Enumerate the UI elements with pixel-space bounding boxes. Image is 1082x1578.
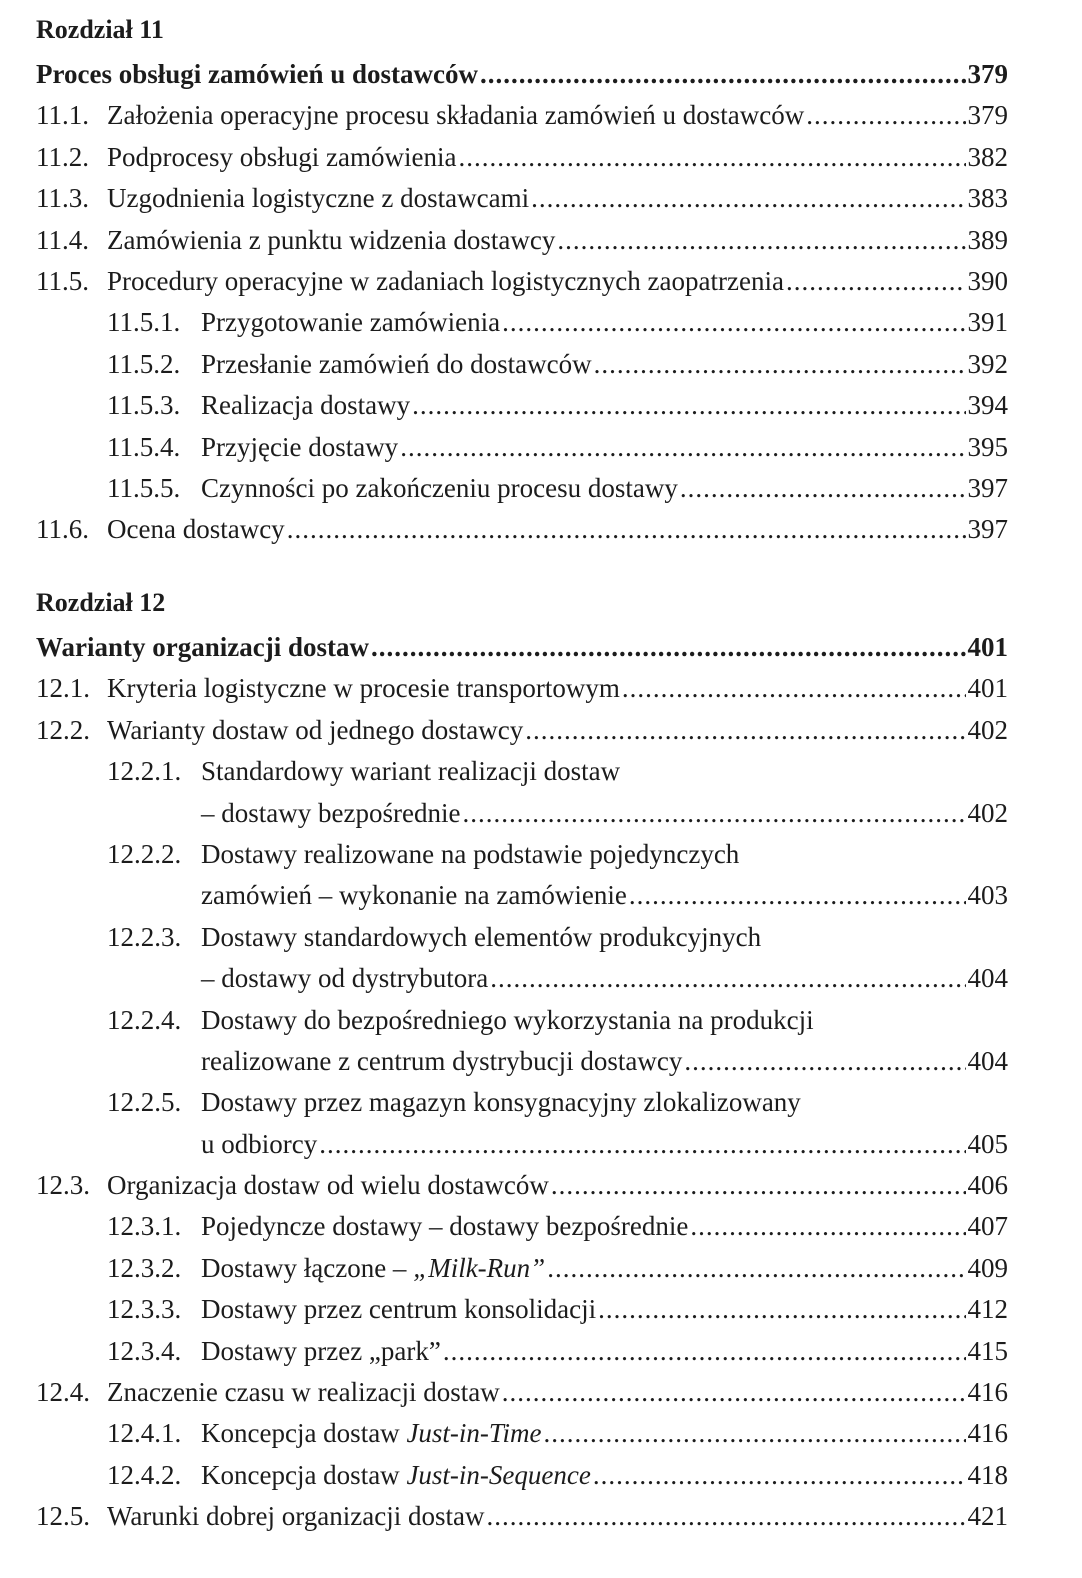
entry-number: 11.5.4. bbox=[107, 431, 181, 462]
toc-entry bbox=[36, 710, 1008, 751]
entry-title-prefix: Dostawy łączone – bbox=[201, 1252, 414, 1283]
entry-number: 11.1. bbox=[36, 100, 89, 131]
entry-number: 12.4.2. bbox=[107, 1459, 182, 1490]
toc-subentry bbox=[36, 1082, 1008, 1123]
chapter-label: Rozdział 11 bbox=[36, 15, 164, 44]
entry-page: 379 bbox=[967, 100, 1008, 131]
entry-number: 12.3. bbox=[36, 1170, 90, 1201]
entry-page: 404 bbox=[967, 1045, 1008, 1076]
toc-subentry bbox=[36, 468, 1008, 509]
dot-leader bbox=[287, 509, 966, 550]
entry-number: 11.6. bbox=[36, 514, 89, 545]
entry-title: Procedury operacyjne w zadaniach logistycznych zaopatrzenia bbox=[107, 265, 784, 296]
entry-number: 12.5. bbox=[36, 1501, 90, 1532]
dot-leader bbox=[593, 1455, 966, 1496]
entry-title: Zamówienia z punktu widzenia dostawcy bbox=[107, 224, 556, 255]
entry-number: 12.3.1. bbox=[107, 1211, 182, 1242]
entry-title: Założenia operacyjne procesu składania zamówień u dostawców bbox=[107, 100, 805, 131]
dot-leader bbox=[786, 261, 966, 302]
entry-page: 405 bbox=[967, 1128, 1008, 1159]
entry-page: 404 bbox=[967, 963, 1008, 994]
entry-title bbox=[201, 1413, 541, 1454]
entry-title-line2: u odbiorcy bbox=[201, 1128, 318, 1159]
entry-title: Proces obsługi zamówień u dostawców bbox=[36, 59, 478, 89]
dot-leader bbox=[480, 54, 966, 95]
entry-title bbox=[201, 1248, 545, 1289]
entry-title: Dostawy przez centrum konsolidacji bbox=[201, 1294, 597, 1325]
chapter-title-entry bbox=[36, 627, 1008, 668]
toc-subentry bbox=[36, 1289, 1008, 1330]
toc-subentry bbox=[36, 427, 1008, 468]
chapter-label: Rozdział 12 bbox=[36, 588, 166, 617]
toc-subentry bbox=[36, 302, 1008, 343]
dot-leader bbox=[557, 220, 965, 261]
entry-page: 379 bbox=[967, 59, 1008, 89]
dot-leader bbox=[371, 627, 966, 668]
chapter-11 bbox=[36, 12, 1008, 551]
entry-number: 11.5.5. bbox=[107, 472, 181, 503]
entry-number: 12.4. bbox=[36, 1377, 90, 1408]
entry-title: Warunki dobrej organizacji dostaw bbox=[107, 1501, 485, 1532]
entry-number: 12.2. bbox=[36, 714, 90, 745]
entry-title-line2: – dostawy bezpośrednie bbox=[201, 797, 461, 828]
entry-number: 11.5.1. bbox=[107, 307, 181, 338]
dot-leader bbox=[690, 1206, 965, 1247]
toc-subentry bbox=[36, 344, 1008, 385]
entry-page: 391 bbox=[967, 307, 1008, 338]
dot-leader bbox=[458, 137, 965, 178]
dot-leader bbox=[502, 302, 965, 343]
entry-number: 12.1. bbox=[36, 673, 90, 704]
toc-entry bbox=[36, 668, 1008, 709]
entry-page: 418 bbox=[967, 1459, 1008, 1490]
toc-entry bbox=[36, 261, 1008, 302]
entry-page: 401 bbox=[967, 673, 1008, 704]
toc-entry bbox=[36, 220, 1008, 261]
entry-number: 12.3.2. bbox=[107, 1252, 182, 1283]
chapter-title-entry bbox=[36, 54, 1008, 95]
entry-title-line2: zamówień – wykonanie na zamówienie bbox=[201, 880, 627, 911]
dot-leader bbox=[531, 178, 965, 219]
dot-leader bbox=[684, 1041, 965, 1082]
entry-number: 11.5.2. bbox=[107, 348, 181, 379]
entry-title-line2: – dostawy od dystrybutora bbox=[201, 963, 489, 994]
entry-page: 395 bbox=[967, 431, 1008, 462]
toc-entry bbox=[36, 1372, 1008, 1413]
entry-page: 402 bbox=[967, 797, 1008, 828]
entry-title: Przyjęcie dostawy bbox=[201, 431, 399, 462]
entry-number: 12.2.5. bbox=[107, 1087, 182, 1118]
entry-title: Uzgodnienia logistyczne z dostawcami bbox=[107, 183, 530, 214]
entry-page: 421 bbox=[967, 1501, 1008, 1532]
entry-title-prefix: Koncepcja dostaw bbox=[201, 1459, 407, 1490]
toc-subentry-continuation bbox=[36, 1124, 1008, 1165]
entry-page: 390 bbox=[967, 265, 1008, 296]
dot-leader bbox=[551, 1165, 966, 1206]
toc-entry bbox=[36, 137, 1008, 178]
toc-entry bbox=[36, 1496, 1008, 1537]
entry-title-italic: Just-in-Time bbox=[406, 1418, 542, 1449]
entry-page: 382 bbox=[967, 141, 1008, 172]
dot-leader bbox=[443, 1331, 966, 1372]
toc-subentry bbox=[36, 1455, 1008, 1496]
entry-page: 415 bbox=[967, 1335, 1008, 1366]
entry-title-line1: Standardowy wariant realizacji dostaw bbox=[201, 756, 621, 787]
entry-title: Znaczenie czasu w realizacji dostaw bbox=[107, 1377, 500, 1408]
dot-leader bbox=[622, 668, 966, 709]
entry-title: Kryteria logistyczne w procesie transportowym bbox=[107, 673, 620, 704]
toc-subentry bbox=[36, 1413, 1008, 1454]
entry-title: Warianty dostaw od jednego dostawcy bbox=[107, 714, 524, 745]
entry-title-line1: Dostawy realizowane na podstawie pojedynczych bbox=[201, 838, 740, 869]
entry-page: 383 bbox=[967, 183, 1008, 214]
dot-leader bbox=[543, 1413, 965, 1454]
entry-page: 409 bbox=[967, 1252, 1008, 1283]
dot-leader bbox=[412, 385, 965, 426]
entry-title: Organizacja dostaw od wielu dostawców bbox=[107, 1170, 549, 1201]
dot-leader bbox=[400, 427, 965, 468]
entry-title-line1: Dostawy przez magazyn konsygnacyjny zlokalizowany bbox=[201, 1087, 801, 1118]
entry-title: Przesłanie zamówień do dostawców bbox=[201, 348, 592, 379]
entry-title: Pojedyncze dostawy – dostawy bezpośrednie bbox=[201, 1211, 689, 1242]
dot-leader bbox=[594, 344, 966, 385]
entry-title: Realizacja dostawy bbox=[201, 390, 411, 421]
entry-title: Przygotowanie zamówienia bbox=[201, 307, 501, 338]
dot-leader bbox=[462, 793, 965, 834]
toc-entry bbox=[36, 178, 1008, 219]
toc-entry bbox=[36, 95, 1008, 136]
chapter-12 bbox=[36, 585, 1008, 1538]
entry-number: 12.2.4. bbox=[107, 1004, 182, 1035]
entry-number: 11.4. bbox=[36, 224, 89, 255]
dot-leader bbox=[486, 1496, 965, 1537]
entry-title: Czynności po zakończeniu procesu dostawy bbox=[201, 472, 678, 503]
entry-page: 397 bbox=[967, 472, 1008, 503]
dot-leader bbox=[502, 1372, 966, 1413]
toc-subentry bbox=[36, 834, 1008, 875]
entry-title-italic: Just-in-Sequence bbox=[406, 1459, 591, 1490]
dot-leader bbox=[547, 1248, 965, 1289]
entry-page: 397 bbox=[967, 514, 1008, 545]
entry-page: 402 bbox=[967, 714, 1008, 745]
entry-page: 406 bbox=[967, 1170, 1008, 1201]
entry-number: 12.3.4. bbox=[107, 1335, 182, 1366]
toc-subentry-continuation bbox=[36, 958, 1008, 999]
entry-page: 401 bbox=[967, 632, 1008, 662]
entry-title-line1: Dostawy do bezpośredniego wykorzystania na produkcji bbox=[201, 1004, 814, 1035]
entry-title-italic: „Milk-Run” bbox=[413, 1252, 546, 1283]
entry-title-prefix: Koncepcja dostaw bbox=[201, 1418, 407, 1449]
toc-subentry bbox=[36, 1000, 1008, 1041]
entry-number: 12.3.3. bbox=[107, 1294, 182, 1325]
entry-title: Podprocesy obsługi zamówienia bbox=[107, 141, 457, 172]
dot-leader bbox=[629, 875, 966, 916]
entry-title-line2: realizowane z centrum dystrybucji dostawcy bbox=[201, 1045, 683, 1076]
toc-subentry bbox=[36, 1206, 1008, 1247]
entry-number: 11.3. bbox=[36, 183, 89, 214]
toc-subentry bbox=[36, 385, 1008, 426]
entry-title-line1: Dostawy standardowych elementów produkcyjnych bbox=[201, 921, 762, 952]
toc-subentry bbox=[36, 751, 1008, 792]
entry-title: Ocena dostawcy bbox=[107, 514, 285, 545]
entry-number: 12.2.3. bbox=[107, 921, 182, 952]
entry-number: 11.5.3. bbox=[107, 390, 181, 421]
entry-page: 412 bbox=[967, 1294, 1008, 1325]
toc-subentry bbox=[36, 1331, 1008, 1372]
entry-page: 416 bbox=[967, 1377, 1008, 1408]
entry-number: 12.4.1. bbox=[107, 1418, 182, 1449]
toc-subentry-continuation bbox=[36, 875, 1008, 916]
entry-page: 403 bbox=[967, 880, 1008, 911]
toc-subentry bbox=[36, 1248, 1008, 1289]
toc-entry bbox=[36, 509, 1008, 550]
dot-leader bbox=[806, 95, 965, 136]
entry-title bbox=[201, 1455, 591, 1496]
entry-number: 12.2.1. bbox=[107, 756, 182, 787]
dot-leader bbox=[490, 958, 965, 999]
toc-entry bbox=[36, 1165, 1008, 1206]
entry-title: Warianty organizacji dostaw bbox=[36, 632, 369, 662]
entry-page: 392 bbox=[967, 348, 1008, 379]
entry-title: Dostawy przez „park” bbox=[201, 1335, 441, 1366]
entry-page: 389 bbox=[967, 224, 1008, 255]
dot-leader bbox=[525, 710, 965, 751]
entry-page: 394 bbox=[967, 390, 1008, 421]
toc-subentry-continuation bbox=[36, 793, 1008, 834]
dot-leader bbox=[319, 1124, 965, 1165]
toc-subentry-continuation bbox=[36, 1041, 1008, 1082]
toc-subentry bbox=[36, 917, 1008, 958]
entry-number: 11.5. bbox=[36, 265, 89, 296]
dot-leader bbox=[680, 468, 966, 509]
entry-number: 12.2.2. bbox=[107, 838, 182, 869]
entry-number: 11.2. bbox=[36, 141, 89, 172]
entry-page: 416 bbox=[967, 1418, 1008, 1449]
dot-leader bbox=[598, 1289, 965, 1330]
entry-page: 407 bbox=[967, 1211, 1008, 1242]
